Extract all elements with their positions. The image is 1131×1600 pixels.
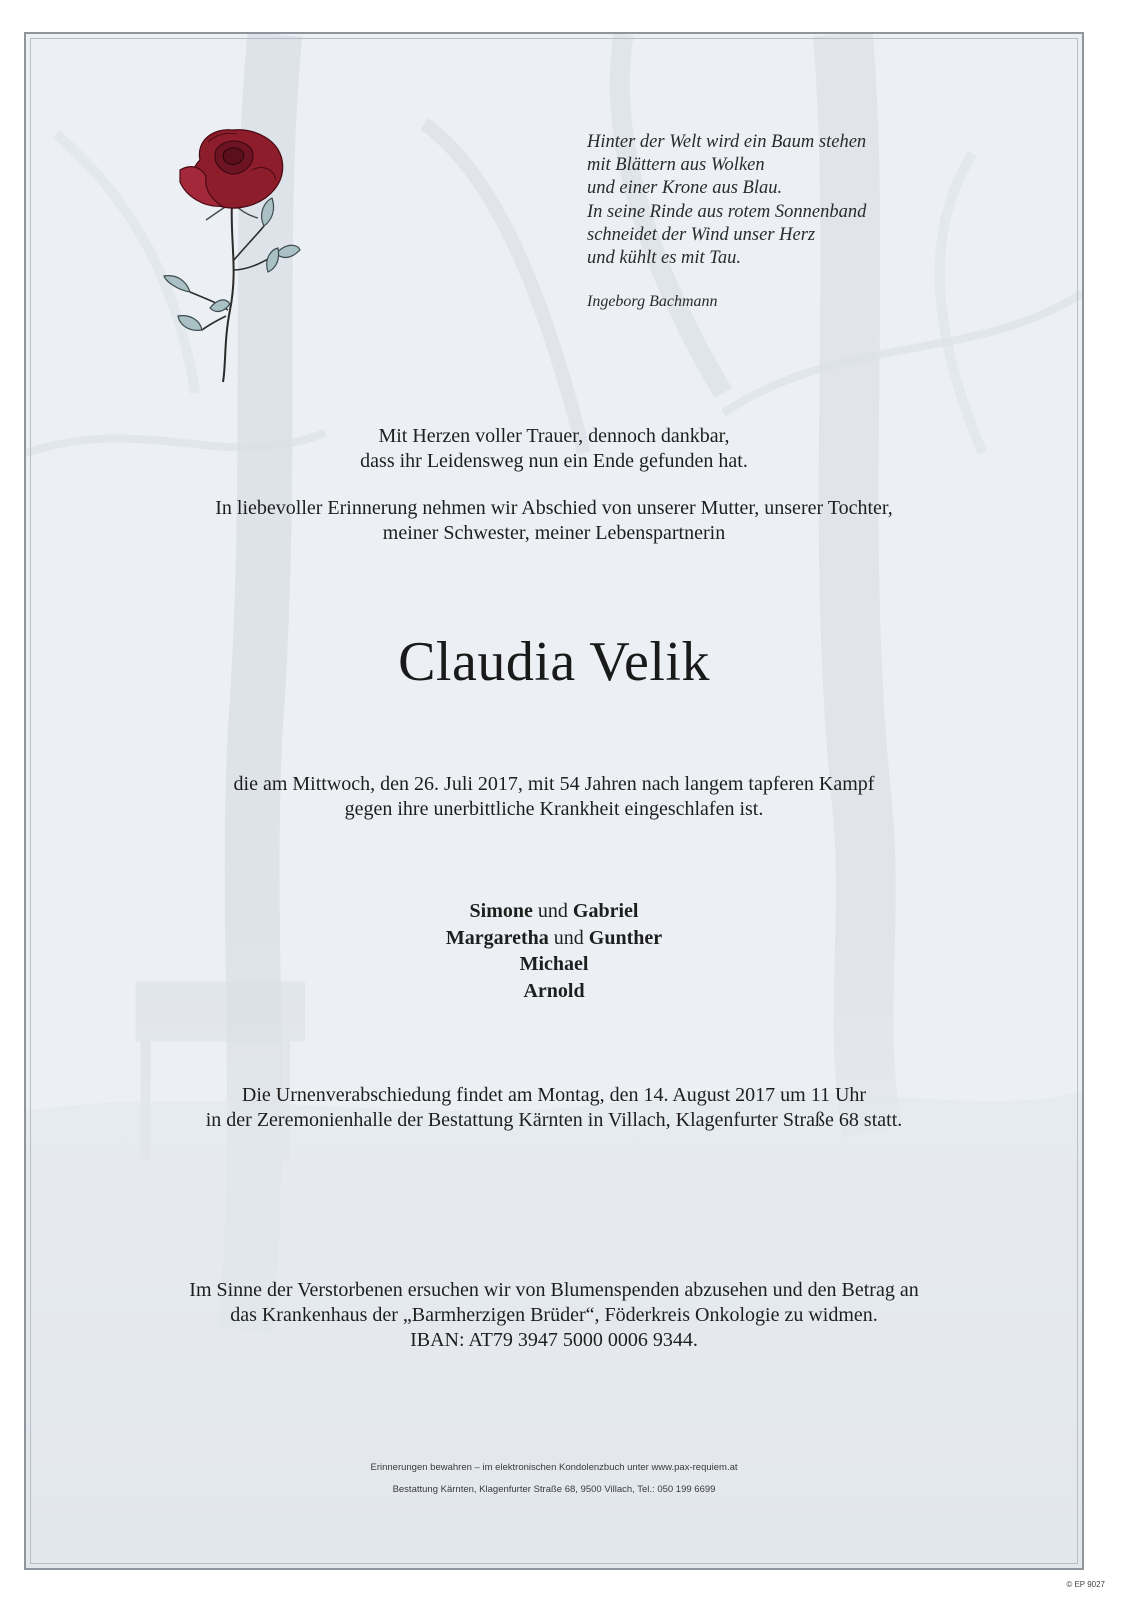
- funeral-line: in der Zeremonienhalle der Bestattung Kärnten in Villach, Klagenfurter Straße 68 statt.: [205, 1109, 903, 1131]
- farewell-text: [24, 496, 1084, 546]
- family-line: [24, 898, 1084, 925]
- donation-notice: [24, 1278, 1084, 1353]
- farewell-line: meiner Schwester, meiner Lebenspartnerin: [382, 522, 726, 544]
- deceased-name: Claudia Velik: [398, 631, 710, 693]
- family-line: [24, 951, 1084, 978]
- funeral-notice: [24, 1083, 1084, 1133]
- family-member: Gunther: [588, 926, 663, 949]
- family-member: Gabriel: [572, 900, 639, 922]
- footer-line: Erinnerungen bewahren – im elektronischen Kondolenzbuch unter www.pax-requiem.at: [370, 1462, 738, 1473]
- poem-author: Ingeborg Bachmann: [587, 293, 718, 311]
- intro-line: dass ihr Leidensweg nun ein Ende gefunden hat.: [360, 450, 748, 472]
- poem-line: schneidet der Wind unser Herz: [587, 224, 816, 245]
- family-member: Simone: [469, 900, 533, 922]
- family-member: Arnold: [523, 979, 585, 1002]
- poem-line: Hinter der Welt wird ein Baum stehen: [587, 132, 867, 152]
- poem-line: mit Blättern aus Wolken: [587, 155, 765, 176]
- family-member: Michael: [519, 953, 589, 975]
- funeral-line: Die Urnenverabschiedung findet am Montag, den 14. August 2017 um 11 Uhr: [241, 1084, 867, 1106]
- family-list: [24, 898, 1084, 1004]
- donation-line: Im Sinne der Verstorbenen ersuchen wir von Blumenspenden abzusehen und den Betrag an: [189, 1279, 919, 1301]
- copyright-mark: © EP 9027: [1066, 1580, 1105, 1589]
- family-member: Margaretha: [445, 926, 549, 949]
- family-joiner: und: [553, 926, 584, 949]
- poem-line: und einer Krone aus Blau.: [587, 178, 783, 199]
- death-notice-line: die am Mittwoch, den 26. Juli 2017, mit 54 Jahren nach langem tapferen Kampf: [233, 773, 875, 795]
- donation-line: das Krankenhaus der „Barmherzigen Brüder“, Föderkreis Onkologie zu widmen.: [230, 1304, 878, 1326]
- farewell-line: In liebevoller Erinnerung nehmen wir Abschied von unserer Mutter, unserer Tochter,: [215, 497, 893, 519]
- poem-block: [587, 131, 1007, 313]
- poem-line: In seine Rinde aus rotem Sonnenband: [587, 201, 867, 222]
- footer-line: Bestattung Kärnten, Klagenfurter Straße 68, 9500 Villach, Tel.: 050 199 6699: [392, 1484, 716, 1495]
- family-line: [24, 978, 1084, 1005]
- footer-info: [24, 1457, 1084, 1501]
- family-joiner: und: [537, 900, 568, 922]
- intro-text: [24, 424, 1084, 474]
- death-notice-line: gegen ihre unerbittliche Krankheit eingeschlafen ist.: [344, 798, 764, 820]
- red-rose-icon: [160, 120, 310, 390]
- intro-line: Mit Herzen voller Trauer, dennoch dankbar,: [378, 425, 730, 447]
- family-line: [24, 925, 1084, 952]
- iban-line: IBAN: AT79 3947 5000 0006 9344.: [410, 1329, 698, 1351]
- poem-line: und kühlt es mit Tau.: [587, 248, 742, 269]
- death-notice: [24, 772, 1084, 822]
